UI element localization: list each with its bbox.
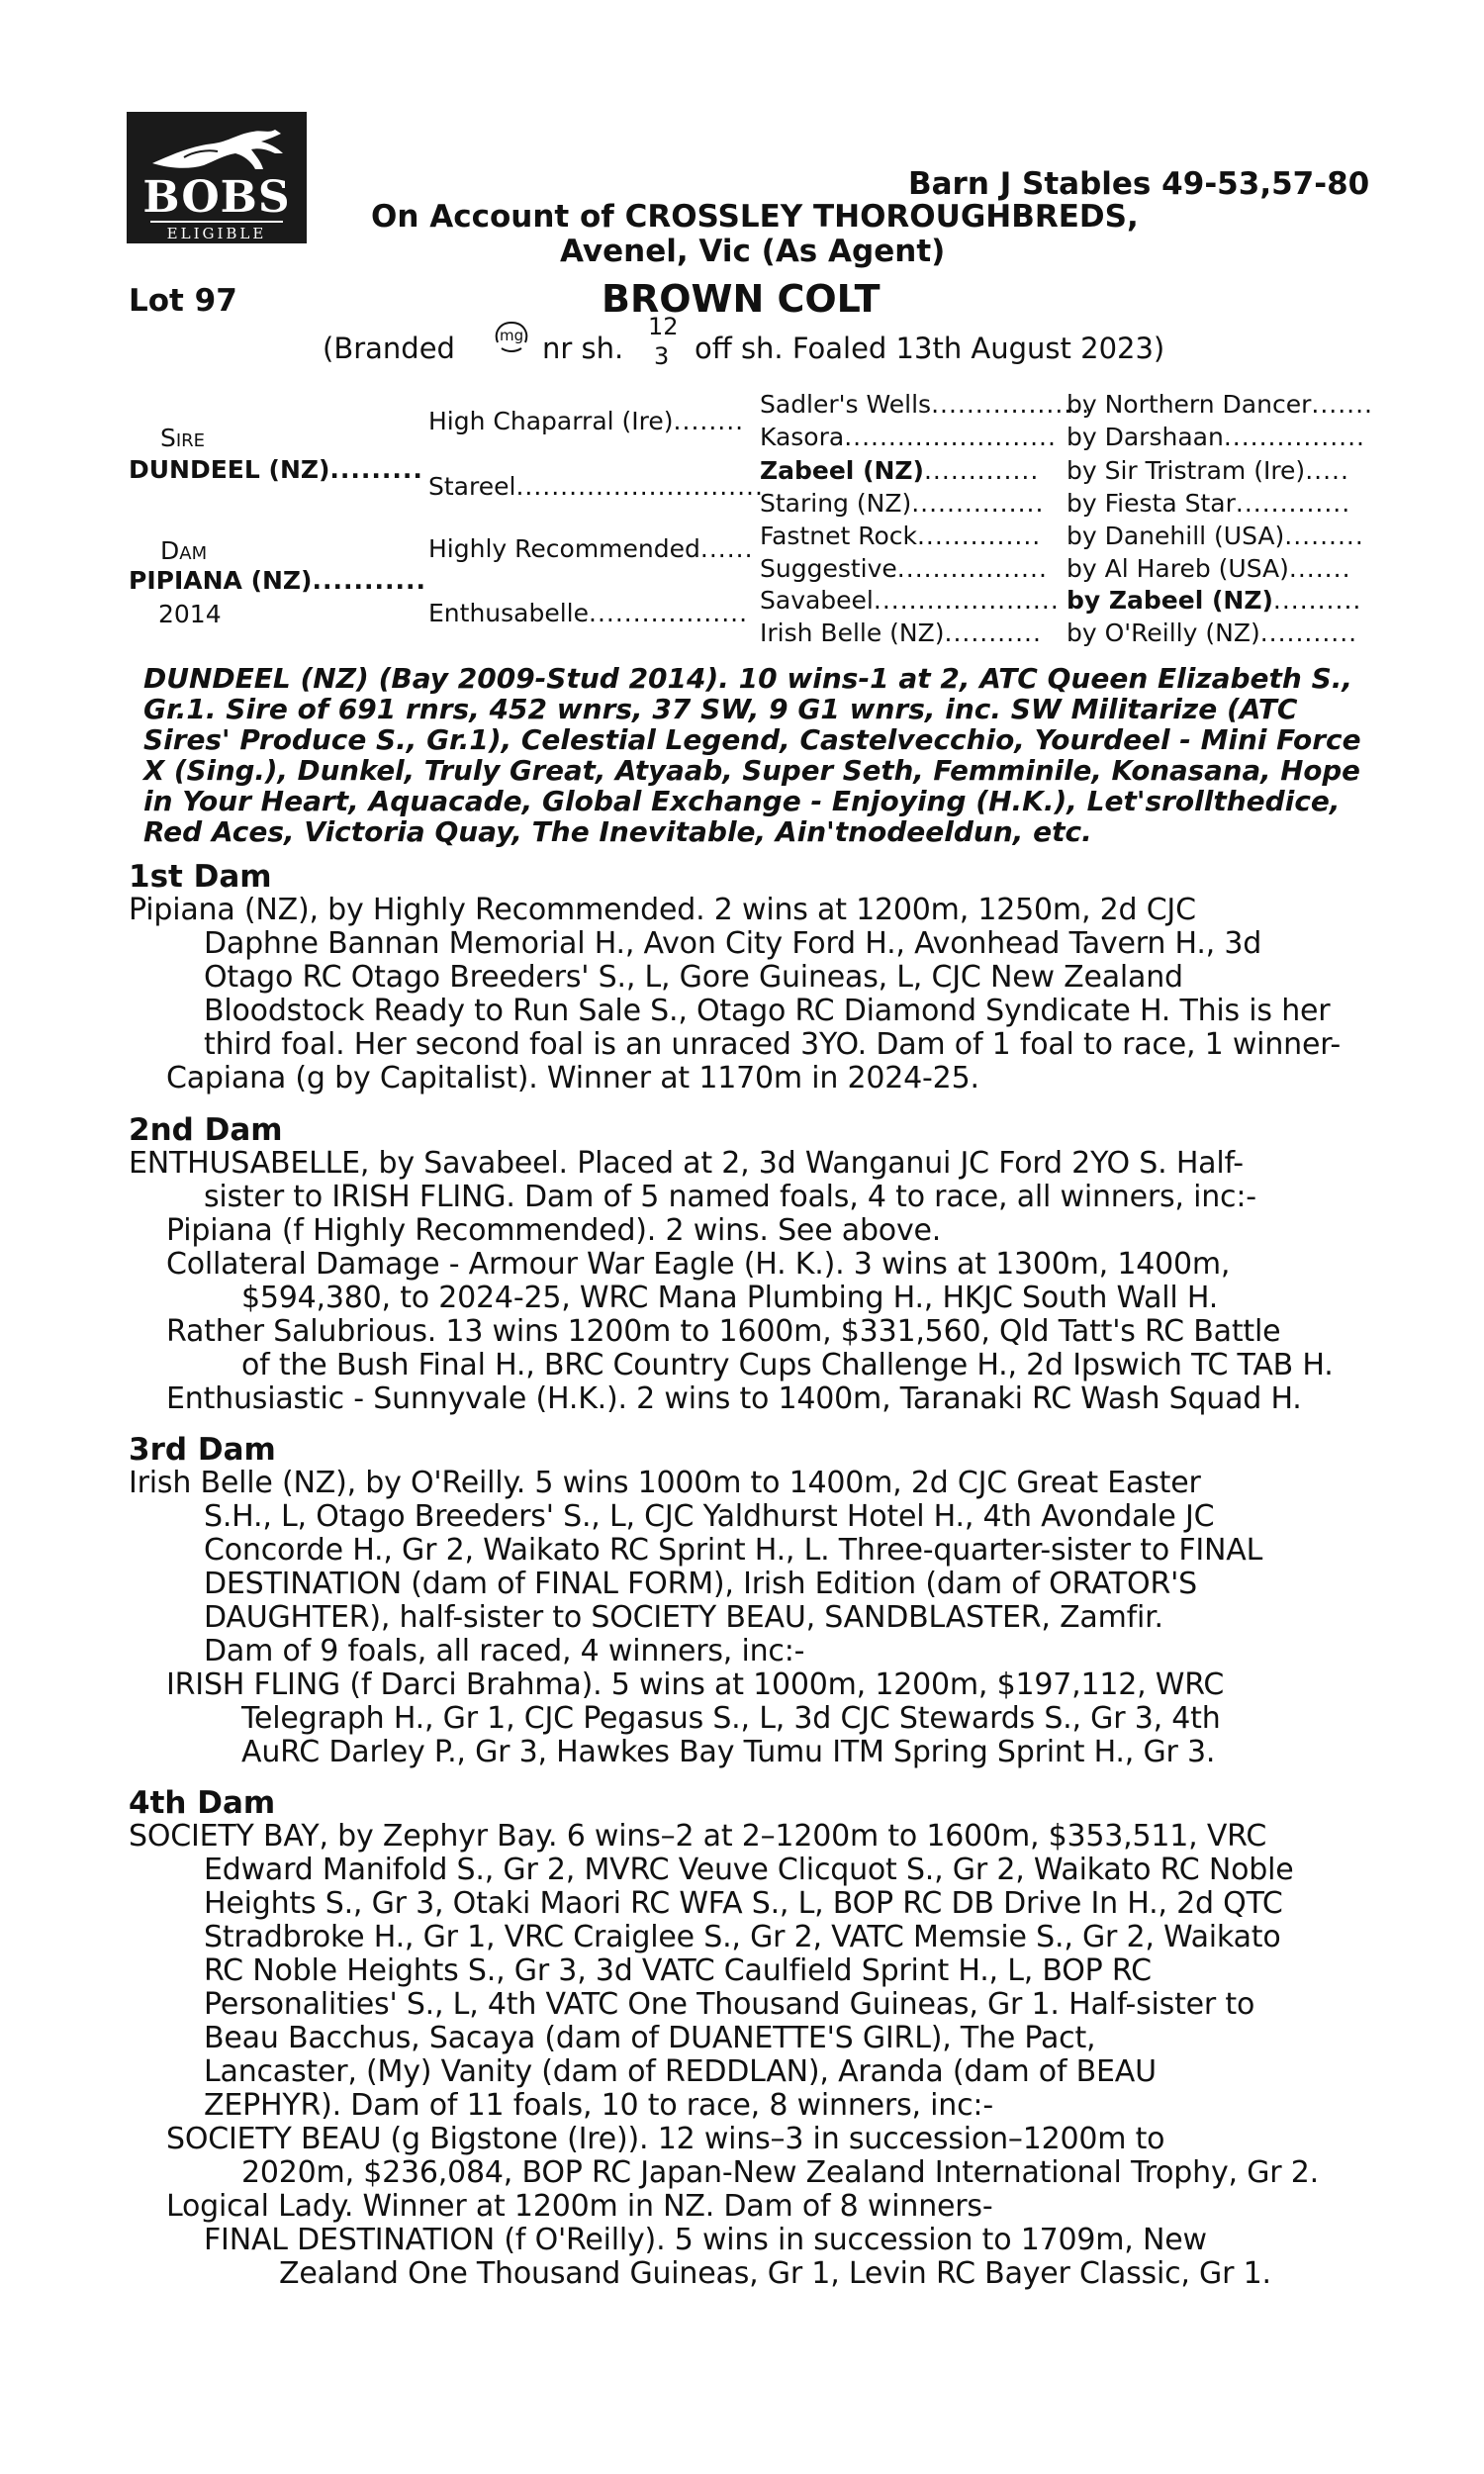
sire-text-line: DUNDEEL (NZ) (Bay 2009-Stud 2014). 10 wins-1 at 2, ATC Queen Elizabeth S., [143,662,1353,695]
dam4-line: Edward Manifold S., Gr 2, MVRC Veuve Clicquot S., Gr 2, Waikato RC Noble [204,1853,1294,1887]
sire-name: DUNDEEL (NZ)......... [129,455,423,484]
dam4-line: Lancaster, (My) Vanity (dam of REDDLAN), Aranda (dam of BEAU [204,2054,1157,2089]
pedigree-g6-2: by Darshaan................ [1067,423,1365,451]
dam1-line: Otago RC Otago Breeders' S., L, Gore Guineas, L, CJC New Zealand [204,960,1183,995]
pedigree-g6-7: by Zabeel (NZ).......... [1067,586,1362,615]
dam3-line: Dam of 9 foals, all raced, 4 winners, inc:- [204,1634,805,1668]
sire-label: Sire [160,424,206,452]
dam2-line: Collateral Damage - Armour War Eagle (H. K.). 3 wins at 1300m, 1400m, [166,1247,1231,1282]
section-heading-4th-dam: 4th Dam [129,1785,276,1821]
dam4-line: 2020m, $236,084, BOP RC Japan-New Zealand International Trophy, Gr 2. [241,2155,1319,2190]
dam1-line: Bloodstock Ready to Run Sale S., Otago RC Diamond Syndicate H. This is her [204,994,1331,1028]
dam-year: 2014 [158,600,222,628]
dam3-line: DESTINATION (dam of FINAL FORM), Irish Edition (dam of ORATOR'S [204,1567,1197,1601]
vendor-account: On Account of CROSSLEY THOROUGHBREDS, [371,199,1139,235]
pedigree-g1: High Chaparral (Ire)........ [428,407,745,435]
brand-number-top: 12 [648,313,679,340]
dam1-line: third foal. Her second foal is an unraced 3YO. Dam of 1 foal to race, 1 winner- [204,1027,1342,1062]
barn-location: Barn J Stables 49-53,57-80 [908,166,1370,202]
brand-mark-text: mg [500,327,524,344]
dam2-line: of the Bush Final H., BRC Country Cups Challenge H., 2d Ipswich TC TAB H. [241,1348,1334,1382]
brand-mark-icon [492,319,531,354]
brand-prefix: (Branded [323,332,455,365]
dam4-line: RC Noble Heights S., Gr 3, 3d VATC Caulfield Sprint H., L, BOP RC [204,1953,1152,1988]
dam4-line: Zealand One Thousand Guineas, Gr 1, Levin RC Bayer Classic, Gr 1. [279,2256,1271,2291]
pedigree-g6-8: by O'Reilly (NZ)........... [1067,618,1358,647]
bobs-eligible-logo [127,112,307,243]
sire-text-line: Red Aces, Victoria Quay, The Inevitable, Ain'tnodeeldun, etc. [143,815,1092,848]
pedigree-g4: Enthusabelle.................. [428,599,749,627]
dam3-line: Concorde H., Gr 2, Waikato RC Sprint H., L. Three-quarter-sister to FINAL [204,1533,1263,1568]
dam1-line: Pipiana (NZ), by Highly Recommended. 2 wins at 1200m, 1250m, 2d CJC [129,893,1196,927]
dam4-line: FINAL DESTINATION (f O'Reilly). 5 wins in succession to 1709m, New [204,2223,1207,2257]
pedigree-g6-4: by Fiesta Star............. [1067,489,1351,518]
dam3-line: S.H., L, Otago Breeders' S., L, CJC Yaldhurst Hotel H., 4th Avondale JC [204,1499,1215,1534]
section-heading-3rd-dam: 3rd Dam [129,1432,276,1468]
brand-suffix: off sh. Foaled 13th August 2023) [695,332,1165,365]
dam3-line: AuRC Darley P., Gr 3, Hawkes Bay Tumu ITM Spring Sprint H., Gr 3. [241,1735,1216,1769]
sire-text-line: Sires' Produce S., Gr.1), Celestial Legend, Castelvecchio, Yourdeel - Mini Force [143,723,1361,756]
pedigree-g6-5: by Danehill (USA)......... [1067,522,1364,550]
vendor-location: Avenel, Vic (As Agent) [560,234,946,269]
pedigree-g6-3: by Sir Tristram (Ire)..... [1067,456,1349,485]
dam3-line: DAUGHTER), half-sister to SOCIETY BEAU, SANDBLASTER, Zamfir. [204,1600,1163,1635]
section-heading-1st-dam: 1st Dam [129,859,272,895]
dam2-line: $594,380, to 2024-25, WRC Mana Plumbing H., HKJC South Wall H. [241,1281,1219,1315]
pedigree-g5-8: Irish Belle (NZ)........... [760,618,1042,647]
dam1-line: Capiana (g by Capitalist). Winner at 1170m in 2024-25. [166,1061,979,1095]
pedigree-g5-3: Zabeel (NZ)............. [760,456,1040,485]
dam4-line: Logical Lady. Winner at 1200m in NZ. Dam of 8 winners- [166,2189,993,2224]
dam4-line: SOCIETY BEAU (g Bigstone (Ire)). 12 wins–3 in succession–1200m to [166,2122,1165,2156]
pedigree-g6-1: by Northern Dancer....... [1067,390,1374,419]
dam4-line: Beau Bacchus, Sacaya (dam of DUANETTE'S GIRL), The Pact, [204,2021,1096,2055]
pedigree-g5-6: Suggestive................. [760,554,1048,583]
dam2-line: Pipiana (f Highly Recommended). 2 wins. See above. [166,1213,942,1248]
dam2-line: Rather Salubrious. 13 wins 1200m to 1600m, $331,560, Qld Tatt's RC Battle [166,1314,1281,1349]
pedigree-g3: Highly Recommended...... [428,534,754,563]
sire-text-line: X (Sing.), Dunkel, Truly Great, Atyaab, Super Seth, Femminile, Konasana, Hope [143,754,1360,787]
dam4-line: SOCIETY BAY, by Zephyr Bay. 6 wins–2 at 2–1200m to 1600m, $353,511, VRC [129,1819,1267,1854]
dam3-line: Telegraph H., Gr 1, CJC Pegasus S., L, 3d CJC Stewards S., Gr 3, 4th [241,1701,1221,1736]
pedigree-g5-5: Fastnet Rock.............. [760,522,1042,550]
dam4-line: Stradbroke H., Gr 1, VRC Craiglee S., Gr 2, VATC Memsie S., Gr 2, Waikato [204,1920,1281,1954]
dam4-line: ZEPHYR). Dam of 11 foals, 10 to race, 8 winners, inc:- [204,2088,993,2123]
dam-label: Dam [160,536,208,565]
dam3-line: IRISH FLING (f Darci Brahma). 5 wins at 1000m, 1200m, $197,112, WRC [166,1667,1225,1702]
pedigree-g5-1: Sadler's Wells.................. [760,390,1091,419]
dam4-line: Personalities' S., L, 4th VATC One Thousand Guineas, Gr 1. Half-sister to [204,1987,1255,2022]
dam2-line: Enthusiastic - Sunnyvale (H.K.). 2 wins to 1400m, Taranaki RC Wash Squad H. [166,1381,1302,1416]
pedigree-g6-6: by Al Hareb (USA)....... [1067,554,1351,583]
dam2-line: ENTHUSABELLE, by Savabeel. Placed at 2, 3d Wanganui JC Ford 2YO S. Half- [129,1146,1244,1181]
sire-text-line: in Your Heart, Aquacade, Global Exchange - Enjoying (H.K.), Let'srollthedice, [143,785,1341,817]
dam2-line: sister to IRISH FLING. Dam of 5 named foals, 4 to race, all winners, inc:- [204,1180,1256,1214]
pedigree-g2: Stareel............................ [428,472,764,501]
logo-subtext: ELIGIBLE [150,221,283,242]
sire-text-line: Gr.1. Sire of 691 rnrs, 452 wnrs, 37 SW, 9 G1 wnrs, inc. SW Militarize (ATC [143,693,1298,725]
dam1-line: Daphne Bannan Memorial H., Avon City Ford H., Avonhead Tavern H., 3d [204,926,1262,961]
section-heading-2nd-dam: 2nd Dam [129,1112,283,1148]
pedigree-g5-7: Savabeel..................... [760,586,1060,615]
pedigree-g5-4: Staring (NZ)............... [760,489,1045,518]
logo-text: BOBS [142,172,291,223]
horse-title: BROWN COLT [602,277,881,321]
brand-number-bottom: 3 [654,342,670,370]
dam4-line: Heights S., Gr 3, Otaki Maori RC WFA S., L, BOP RC DB Drive In H., 2d QTC [204,1886,1283,1921]
brand-nr-sh: nr sh. [542,332,624,365]
dam-name: PIPIANA (NZ)........... [129,566,426,595]
dam3-line: Irish Belle (NZ), by O'Reilly. 5 wins 1000m to 1400m, 2d CJC Great Easter [129,1466,1201,1500]
pedigree-g5-2: Kasora........................ [760,423,1057,451]
lot-number: Lot 97 [129,283,237,319]
